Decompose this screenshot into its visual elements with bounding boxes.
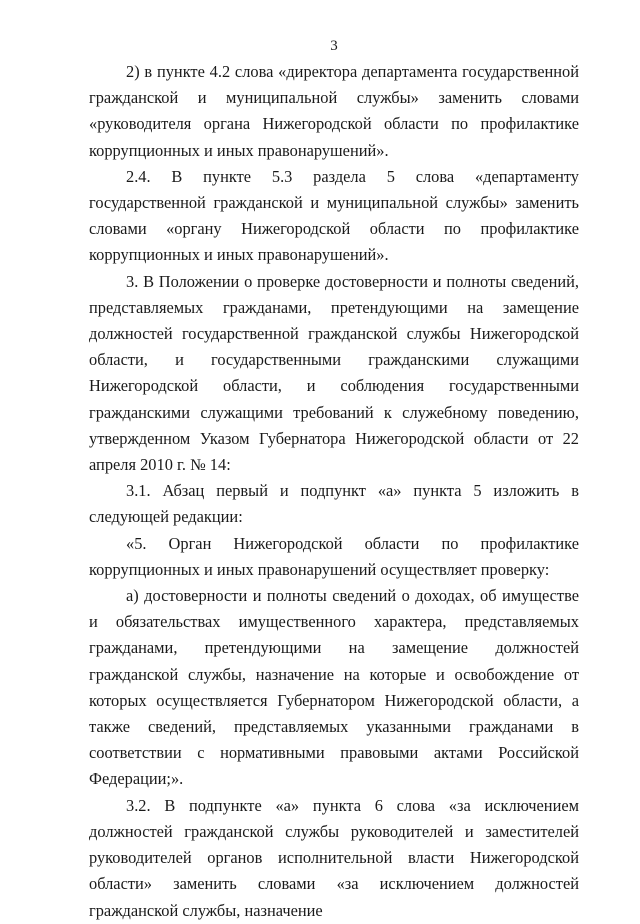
page-number: 3	[330, 38, 338, 54]
paragraph-2-point-4-2: 2) в пункте 4.2 слова «директора департамента государственной гражданской и муниципальной службы» заменить словами «руководителя органа Нижегородской области по профилактике коррупционных и иных правонарушений».	[89, 62, 579, 160]
paragraph-2-4: 2.4. В пункте 5.3 раздела 5 слова «департаменту государственной гражданской и муниципальной службы» заменить словами «органу Нижегородской области по профилактике коррупционных и иных правонарушений».	[89, 166, 579, 265]
document-page	[89, 36, 579, 924]
paragraph-3-2: 3.2. В подпункте «а» пункта 6 слова «за исключением должностей гражданской службы руководителей и заместителей руководителей органов исполнительной власти Нижегородской области» заменить словами «за исключением должностей гражданской службы, назначение	[89, 795, 579, 920]
paragraph-quote-5: «5. Орган Нижегородской области по профилактике коррупционных и иных правонарушений осуществляет проверку:	[89, 533, 579, 579]
paragraph-3: 3. В Положении о проверке достоверности и полноты сведений, представляемых гражданами, претендующими на замещение должностей государственной гражданской службы Нижегородской области, и государственными гражданскими служащими Нижегородской области, и соблюдения государственными гражданскими служащими требований к служебному поведению, утвержденном Указом Губернатора Нижегородской области от 22 апреля 2010 г. № 14:	[89, 271, 579, 475]
paragraph-3-1: 3.1. Абзац первый и подпункт «а» пункта 5 изложить в следующей редакции:	[89, 481, 579, 527]
paragraph-subpoint-a: а) достоверности и полноты сведений о доходах, об имуществе и обязательствах имущественного характера, представляемых гражданами, претендующими на замещение должностей гражданской службы, назначение на которые и освобождение от которых осуществляется Губернатором Нижегородской области, а также сведений, представляемых указанными гражданами в соответствии с нормативными правовыми актами Российской Федерации;».	[89, 586, 579, 789]
